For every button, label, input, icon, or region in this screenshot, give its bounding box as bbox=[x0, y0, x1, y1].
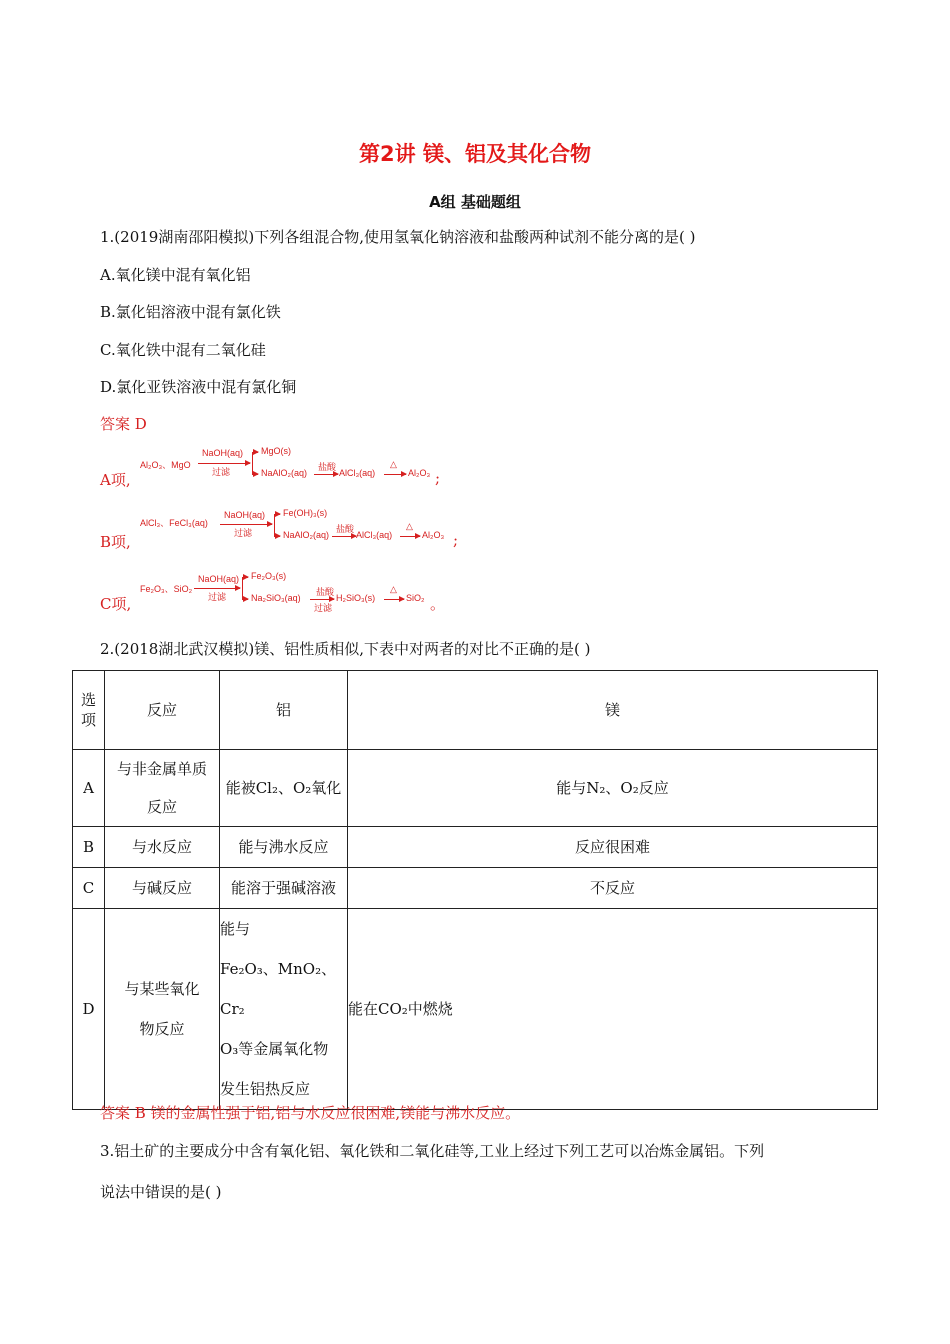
reagent-bottom: 过滤 bbox=[212, 467, 231, 477]
lower-product: Na₂SiO₃(aq) bbox=[251, 593, 301, 603]
arrow bbox=[332, 536, 356, 537]
q1-item-b-label: B项, bbox=[100, 533, 131, 551]
arrow-lower bbox=[252, 474, 258, 475]
q1-option-c: C.氧化铁中混有二氧化硅 bbox=[100, 341, 266, 359]
q1-item-b-end: ; bbox=[453, 531, 459, 549]
step2-top: 盐酸 bbox=[336, 524, 355, 534]
step3-product: Al₂O₃ bbox=[408, 468, 431, 478]
q1-item-a-end: ; bbox=[435, 469, 441, 487]
reactant: AlCl₃、FeCl₃(aq) bbox=[140, 518, 208, 528]
cell-mg: 不反应 bbox=[348, 868, 878, 909]
cell-al: 能与 Fe₂O₃、MnO₂、Cr₂ O₃等金属氧化物 发生铝热反应 bbox=[220, 909, 348, 1110]
cell-mg: 能在CO₂中燃烧 bbox=[348, 909, 878, 1110]
q1-item-a-label: A项, bbox=[100, 471, 131, 489]
arrow-upper bbox=[252, 452, 258, 453]
upper-product: MgO(s) bbox=[261, 446, 291, 456]
cell-mg: 反应很困难 bbox=[348, 827, 878, 868]
q3-stem-line1: 3.铝土矿的主要成分中含有氧化铝、氧化铁和二氧化硅等,工业上经过下列工艺可以冶炼金属铝。下列 bbox=[100, 1142, 765, 1160]
reactant: Al₂O₃、MgO bbox=[140, 460, 191, 470]
reagent-top: NaOH(aq) bbox=[198, 574, 240, 584]
arrow-upper bbox=[274, 514, 280, 515]
cell-reaction: 与非金属单质 反应 bbox=[105, 750, 220, 827]
reagent-bottom: 过滤 bbox=[234, 528, 253, 538]
header-al: 铝 bbox=[220, 671, 348, 750]
q2-answer: 答案 B 镁的金属性强于铝,铝与水反应很困难,镁能与沸水反应。 bbox=[100, 1104, 521, 1122]
q1-item-c-scheme bbox=[140, 570, 440, 612]
q1-item-c-label: C项, bbox=[100, 595, 132, 613]
cell-option: B bbox=[73, 827, 105, 868]
page-title: 第2讲 镁、铝及其化合物 bbox=[359, 142, 591, 166]
cell-mg: 能与N₂、O₂反应 bbox=[348, 750, 878, 827]
arrow bbox=[314, 474, 338, 475]
step2-top: 盐酸 bbox=[316, 587, 335, 597]
cell-al: 能与沸水反应 bbox=[220, 827, 348, 868]
group-heading: A组 基础题组 bbox=[429, 193, 521, 211]
q1-option-a: A.氧化镁中混有氧化铝 bbox=[100, 266, 251, 284]
cell-option: D bbox=[73, 909, 105, 1110]
table-row bbox=[73, 827, 878, 868]
step3-top: △ bbox=[390, 459, 397, 469]
cell-reaction: 与碱反应 bbox=[105, 868, 220, 909]
step3-top: △ bbox=[406, 521, 413, 531]
upper-product: Fe₂O₃(s) bbox=[251, 571, 287, 581]
arrow bbox=[400, 536, 420, 537]
lower-product: NaAlO₂(aq) bbox=[283, 530, 330, 540]
reagent-top: NaOH(aq) bbox=[224, 510, 266, 520]
cell-option: A bbox=[73, 750, 105, 827]
q2-stem: 2.(2018湖北武汉模拟)镁、铝性质相似,下表中对两者的对比不正确的是( ) bbox=[100, 640, 591, 658]
arrow bbox=[220, 524, 272, 525]
q1-answer: 答案 D bbox=[100, 415, 147, 433]
arrow bbox=[384, 474, 406, 475]
header-mg: 镁 bbox=[348, 671, 878, 750]
q1-option-b: B.氯化铝溶液中混有氯化铁 bbox=[100, 303, 281, 321]
reagent-top: NaOH(aq) bbox=[202, 448, 244, 458]
table-header-row bbox=[73, 671, 878, 750]
q1-item-a-scheme bbox=[140, 446, 430, 486]
arrow bbox=[384, 599, 404, 600]
arrow bbox=[198, 463, 250, 464]
cell-reaction: 与某些氧化 物反应 bbox=[105, 909, 220, 1110]
q3-stem-line2: 说法中错误的是( ) bbox=[100, 1183, 222, 1201]
arrow bbox=[194, 588, 240, 589]
table-row bbox=[73, 868, 878, 909]
cell-reaction: 与水反应 bbox=[105, 827, 220, 868]
table-row bbox=[73, 750, 878, 827]
step2-top: 盐酸 bbox=[318, 462, 337, 472]
arrow-upper bbox=[242, 577, 248, 578]
step3-product: SiO₂ bbox=[406, 593, 425, 603]
cell-al: 能溶于强碱溶液 bbox=[220, 868, 348, 909]
arrow bbox=[310, 599, 334, 600]
upper-product: Fe(OH)₃(s) bbox=[283, 508, 328, 518]
step2-bottom: 过滤 bbox=[314, 603, 333, 613]
step2-product: AlCl₃(aq) bbox=[339, 468, 376, 478]
header-option: 选 项 bbox=[73, 671, 105, 750]
step2-product: AlCl₃(aq) bbox=[356, 530, 393, 540]
q1-stem: 1.(2019湖南邵阳模拟)下列各组混合物,使用氢氧化钠溶液和盐酸两种试剂不能分离的是( ) bbox=[100, 228, 696, 246]
lower-product: NaAlO₂(aq) bbox=[261, 468, 308, 478]
comparison-table bbox=[72, 670, 878, 1110]
q1-option-d: D.氯化亚铁溶液中混有氯化铜 bbox=[100, 378, 297, 396]
reagent-bottom: 过滤 bbox=[208, 592, 227, 602]
cell-option: C bbox=[73, 868, 105, 909]
step3-product: Al₂O₃ bbox=[422, 530, 445, 540]
reactant: Fe₂O₃、SiO₂ bbox=[140, 584, 193, 594]
q1-item-b-scheme bbox=[140, 508, 450, 548]
arrow-lower bbox=[274, 536, 280, 537]
cell-al: 能被Cl₂、O₂氧化 bbox=[220, 750, 348, 827]
q1-item-c-end: 。 bbox=[430, 595, 446, 613]
step2-product: H₂SiO₃(s) bbox=[336, 593, 376, 603]
arrow-lower bbox=[242, 599, 248, 600]
header-reaction: 反应 bbox=[105, 671, 220, 750]
table-row bbox=[73, 909, 878, 1110]
step3-top: △ bbox=[390, 584, 397, 594]
